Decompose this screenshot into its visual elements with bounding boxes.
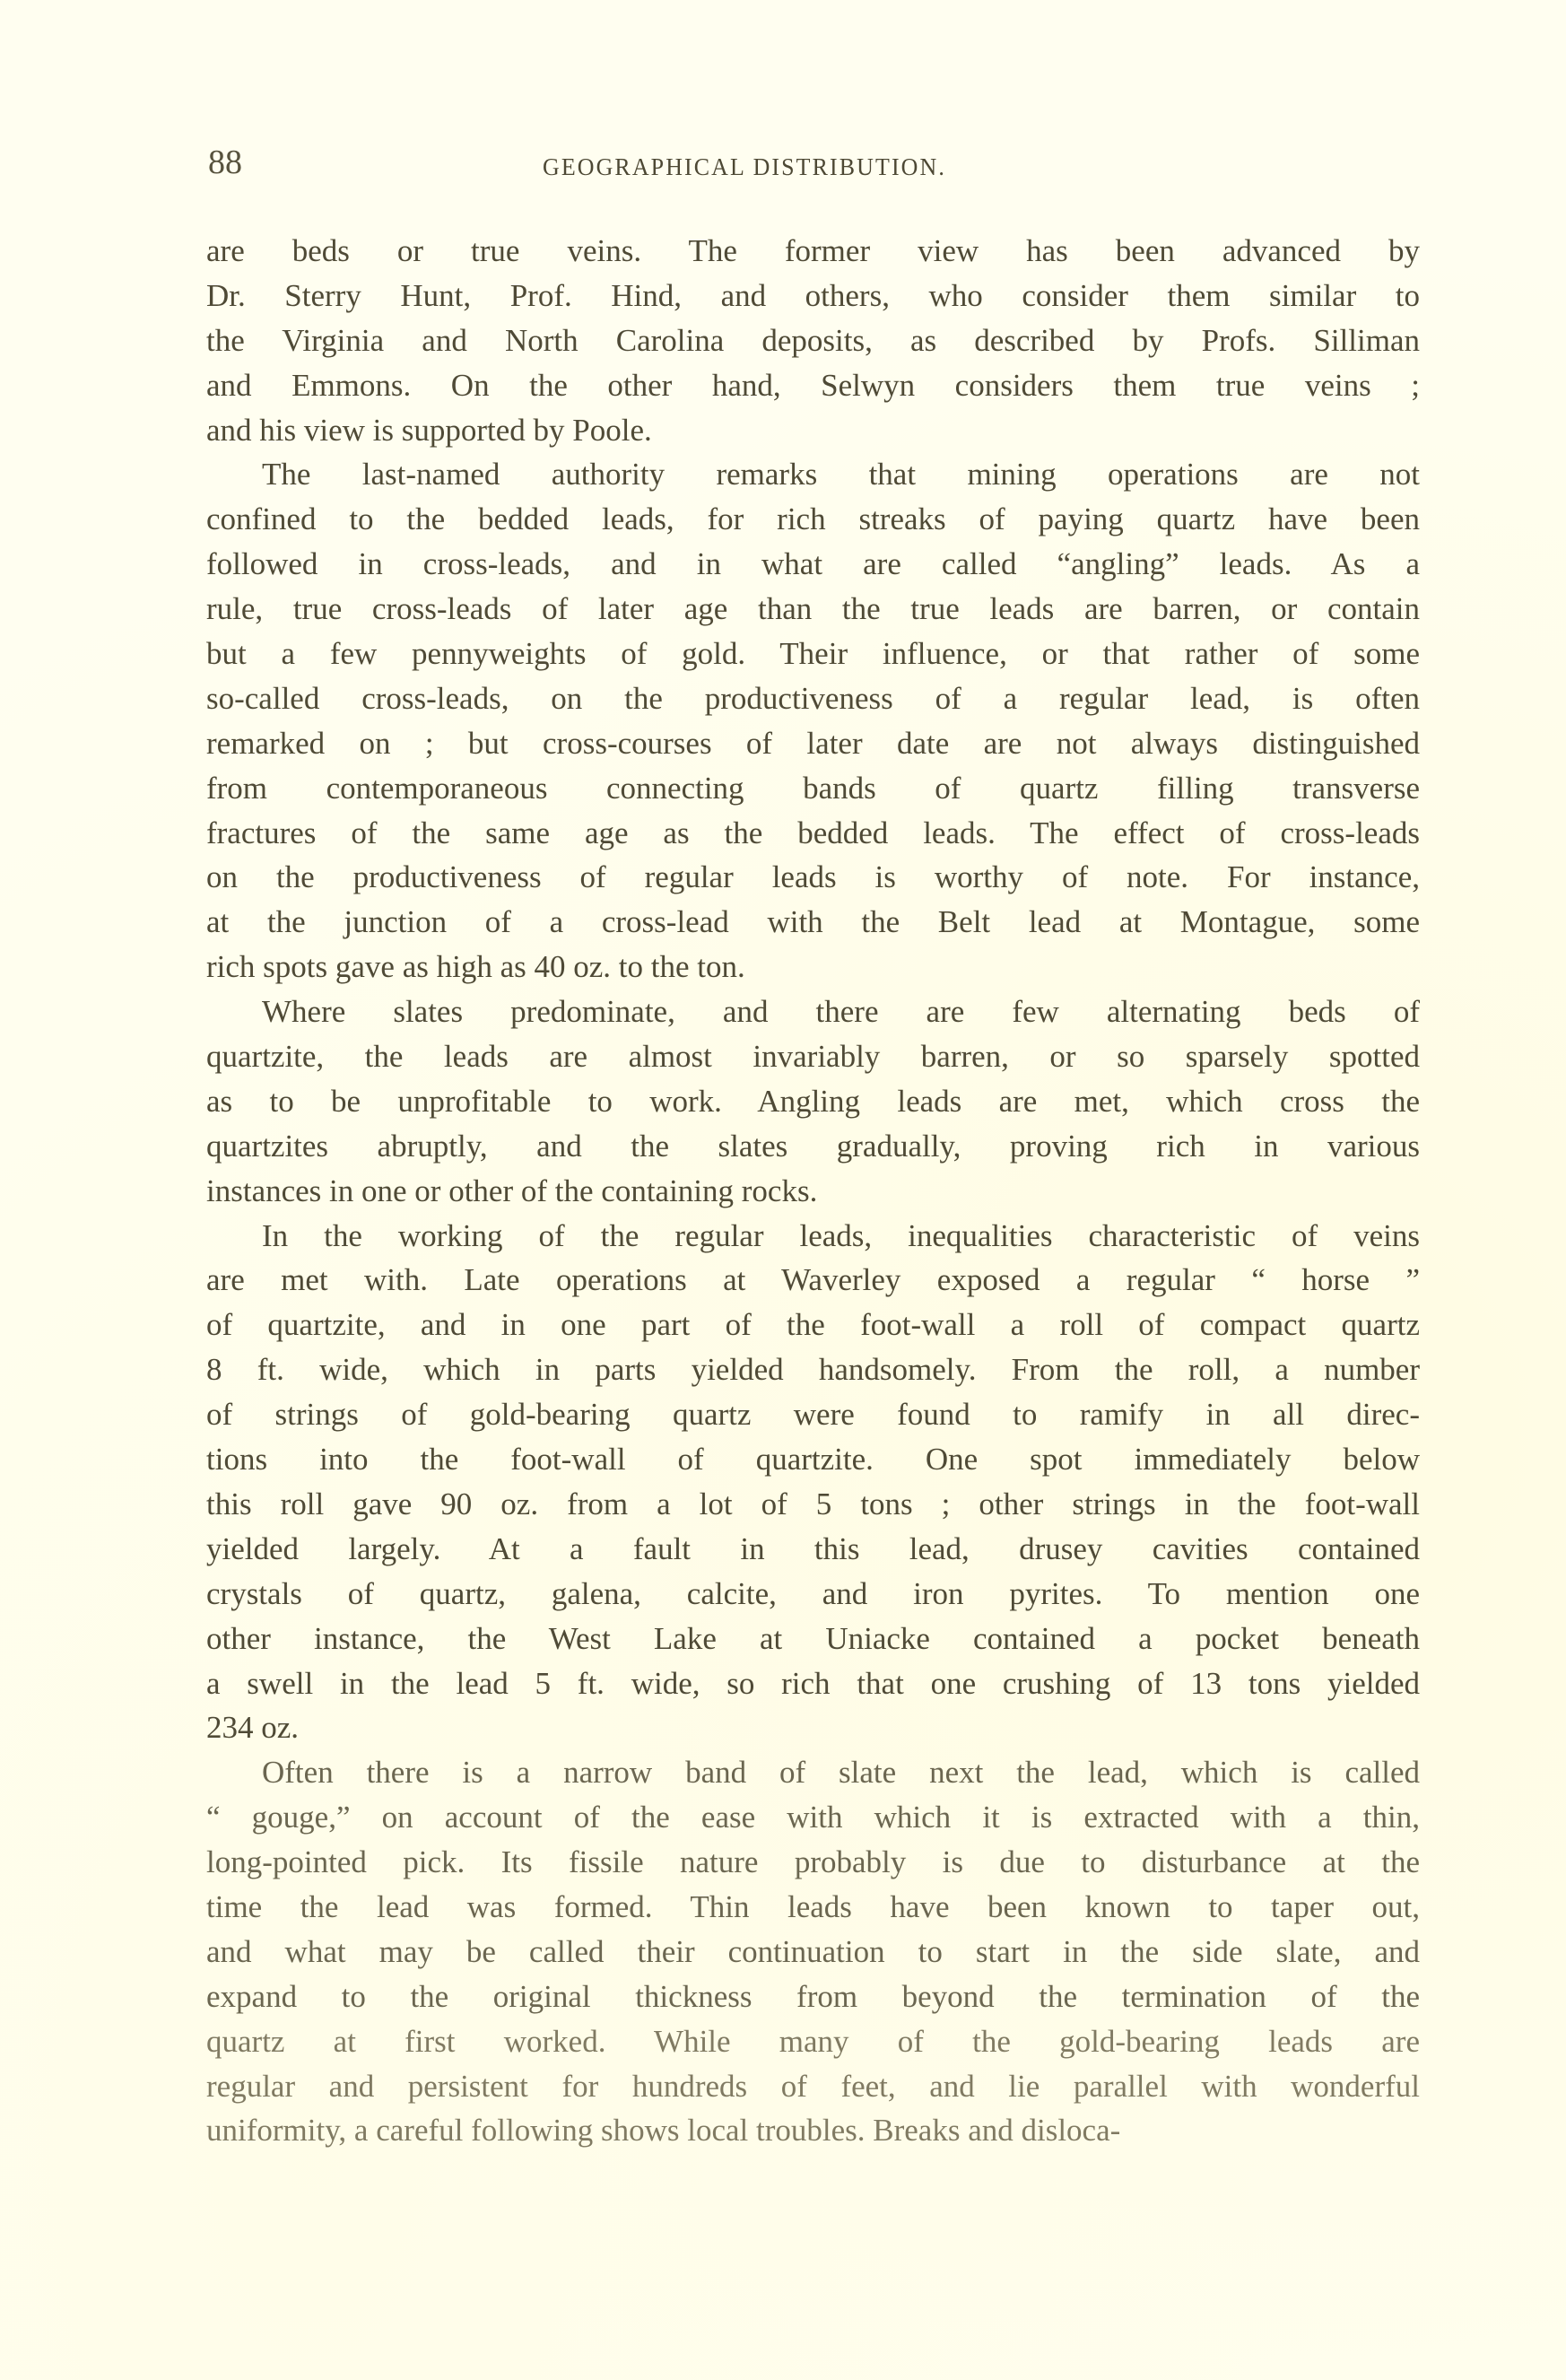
paragraph-2	[206, 452, 1420, 989]
text-line: and Emmons. On the other hand, Selwyn considers them true veins ;	[206, 367, 1420, 403]
text-line: Dr. Sterry Hunt, Prof. Hind, and others, who consider them similar to	[206, 277, 1420, 313]
text-line: fractures of the same age as the bedded leads. The effect of cross-leads	[206, 815, 1420, 850]
text-line: confined to the bedded leads, for rich streaks of paying quartz have been	[206, 501, 1420, 537]
text-line: quartzite, the leads are almost invariably barren, or so sparsely spotted	[206, 1039, 1420, 1075]
text-line: “ gouge,” on account of the ease with which it is extracted with a thin,	[206, 1800, 1420, 1835]
text-line: from contemporaneous connecting bands of quartz filling transverse	[206, 770, 1420, 806]
text-line: of strings of gold-bearing quartz were found to ramify in all direc-	[206, 1397, 1420, 1433]
text-line: on the productiveness of regular leads is worthy of note. For instance,	[206, 859, 1420, 895]
text-line: In the working of the regular leads, inequalities characteristic of veins	[262, 1217, 1420, 1253]
body-text	[206, 229, 1420, 2153]
text-line: crystals of quartz, galena, calcite, and iron pyrites. To mention one	[206, 1575, 1420, 1611]
text-line: so-called cross-leads, on the productiveness of a regular lead, is often	[206, 680, 1420, 716]
running-title: GEOGRAPHICAL DISTRIBUTION.	[543, 153, 946, 180]
text-line: tions into the foot-wall of quartzite. One spot immediately below	[206, 1442, 1420, 1478]
text-line: are beds or true veins. The former view has been advanced by	[206, 233, 1420, 268]
text-line: 234 oz.	[206, 1710, 300, 1746]
text-line: and what may be called their continuation to start in the side slate, and	[206, 1933, 1420, 1969]
page-number: 88	[208, 144, 242, 181]
paragraph-4	[206, 1214, 1420, 1751]
paragraph-5	[206, 1750, 1420, 2153]
text-line: rule, true cross-leads of later age than the true leads are barren, or contain	[206, 591, 1420, 627]
text-line: 8 ft. wide, which in parts yielded handsomely. From the roll, a number	[206, 1352, 1420, 1388]
text-line: The last-named authority remarks that mining operations are not	[262, 457, 1420, 493]
text-line: uniformity, a careful following shows local troubles. Breaks and disloca-	[206, 2113, 1121, 2149]
text-line: the Virginia and North Carolina deposits, as described by Profs. Silliman	[206, 322, 1420, 358]
paragraph-3	[206, 989, 1420, 1213]
text-line: but a few pennyweights of gold. Their influence, or that rather of some	[206, 636, 1420, 672]
text-line: as to be unprofitable to work. Angling leads are met, which cross the	[206, 1083, 1420, 1119]
text-line: yielded largely. At a fault in this lead, drusey cavities contained	[206, 1530, 1420, 1566]
paragraph-1	[206, 229, 1420, 452]
text-line: Often there is a narrow band of slate next the lead, which is called	[262, 1755, 1420, 1791]
running-head	[206, 142, 1420, 187]
text-line: are met with. Late operations at Waverley exposed a regular “ horse ”	[206, 1262, 1420, 1298]
text-line: quartz at first worked. While many of the gold-bearing leads are	[206, 2023, 1420, 2059]
text-line: time the lead was formed. Thin leads have been known to taper out,	[206, 1888, 1420, 1924]
text-line: rich spots gave as high as 40 oz. to the ton.	[206, 949, 745, 985]
text-line: remarked on ; but cross-courses of later date are not always distinguished	[206, 725, 1420, 761]
text-line: expand to the original thickness from beyond the termination of the	[206, 1978, 1420, 2014]
text-line: long-pointed pick. Its fissile nature probably is due to disturbance at the	[206, 1844, 1420, 1880]
text-line: a swell in the lead 5 ft. wide, so rich that one crushing of 13 tons yielded	[206, 1665, 1420, 1701]
text-line: followed in cross-leads, and in what are called “angling” leads. As a	[206, 546, 1420, 582]
text-line: regular and persistent for hundreds of feet, and lie parallel with wonderful	[206, 2068, 1420, 2104]
text-line: at the junction of a cross-lead with the Belt lead at Montague, some	[206, 904, 1420, 940]
text-line: instances in one or other of the containing rocks.	[206, 1173, 818, 1208]
text-line: other instance, the West Lake at Uniacke contained a pocket beneath	[206, 1620, 1420, 1656]
text-line: quartzites abruptly, and the slates gradually, proving rich in various	[206, 1128, 1420, 1164]
text-line: Where slates predominate, and there are few alternating beds of	[262, 994, 1420, 1030]
text-line: of quartzite, and in one part of the foot-wall a roll of compact quartz	[206, 1307, 1420, 1343]
text-line: this roll gave 90 oz. from a lot of 5 tons ; other strings in the foot-wall	[206, 1486, 1420, 1521]
text-line: and his view is supported by Poole.	[206, 412, 652, 448]
